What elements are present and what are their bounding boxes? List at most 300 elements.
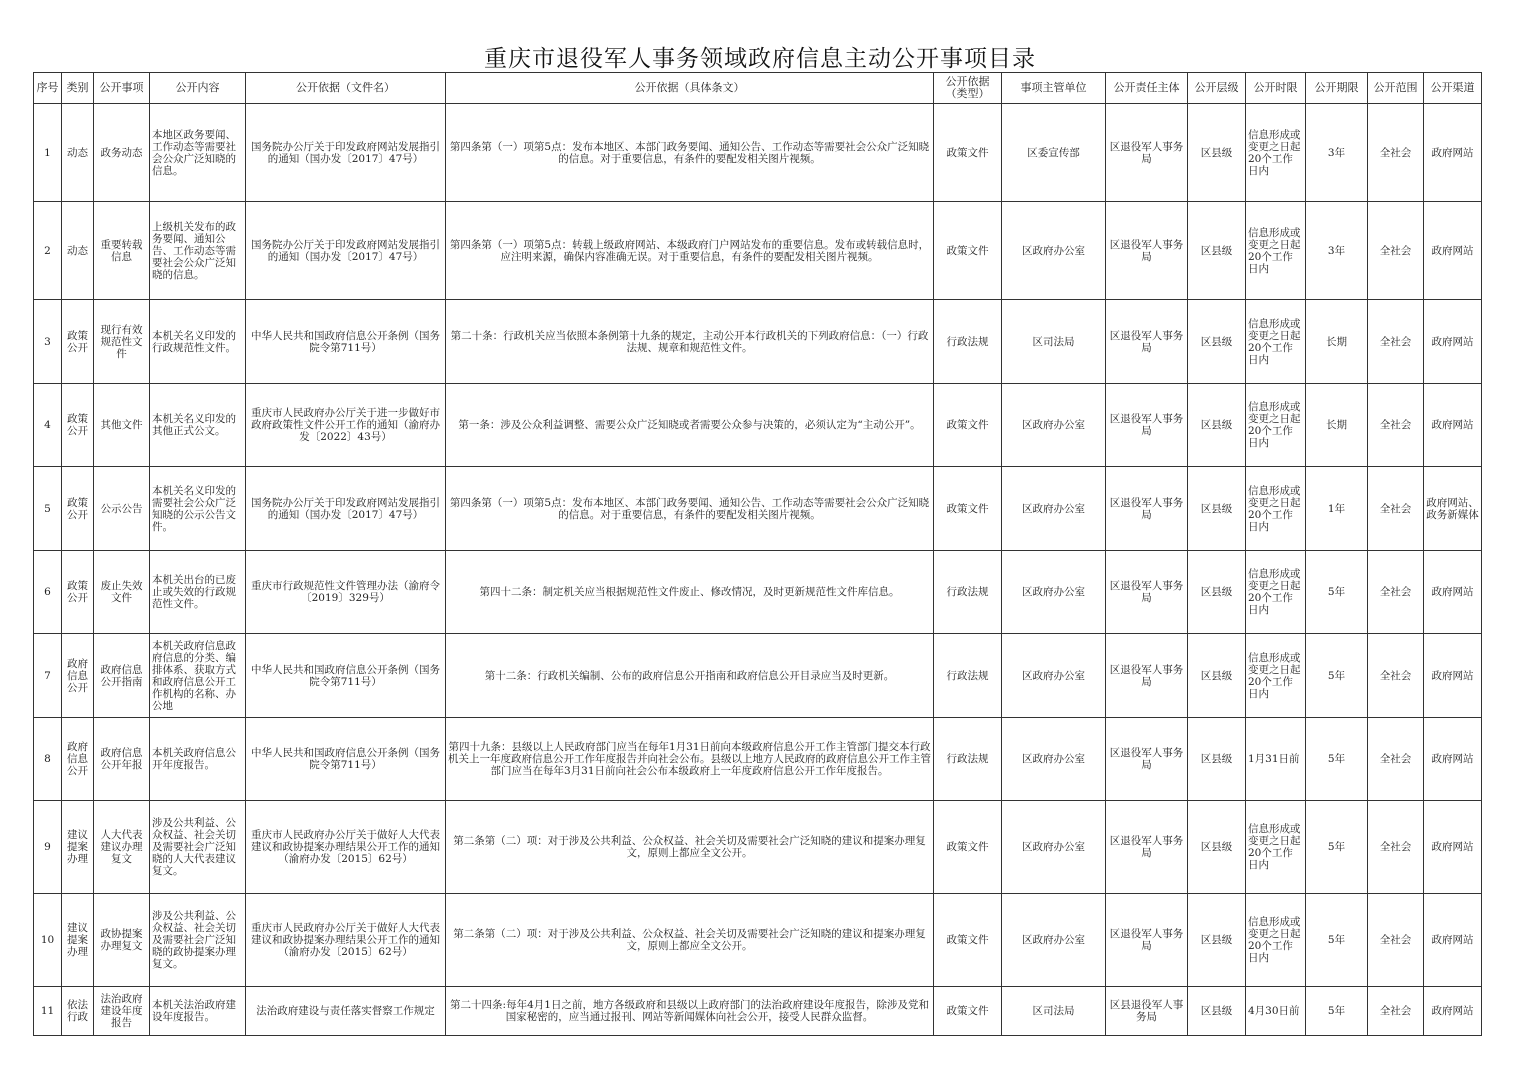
row-scope bbox=[1368, 104, 1424, 202]
row-item-text: 废止失效文件 bbox=[100, 580, 143, 604]
row-scope-text: 全社会 bbox=[1379, 669, 1412, 682]
table-row bbox=[34, 801, 1482, 894]
row-timelimit bbox=[1246, 634, 1306, 718]
row-responsible-text: 区退役军人事务局 bbox=[1109, 140, 1184, 165]
row-category bbox=[62, 718, 94, 801]
table-row bbox=[34, 551, 1482, 634]
disclosure-catalog-table bbox=[33, 72, 1482, 1036]
row-responsible-text: 区退役军人事务局 bbox=[1109, 663, 1184, 688]
row-basis-file-text: 中华人民共和国政府信息公开条例（国务院令第711号） bbox=[251, 747, 440, 771]
row-basis-type bbox=[934, 300, 1002, 384]
row-scope bbox=[1368, 801, 1424, 894]
header-authority: 事项主管单位 bbox=[1002, 73, 1106, 104]
row-content bbox=[150, 300, 246, 384]
row-scope bbox=[1368, 551, 1424, 634]
row-basis-file-text: 中华人民共和国政府信息公开条例（国务院令第711号） bbox=[251, 329, 440, 354]
row-scope bbox=[1368, 634, 1424, 718]
row-content bbox=[150, 801, 246, 894]
row-channel bbox=[1424, 467, 1482, 551]
row-basis-file bbox=[246, 718, 446, 801]
row-category-text: 依法行政 bbox=[67, 999, 88, 1023]
row-timelimit-text: 1月31日前 bbox=[1248, 753, 1300, 765]
row-basis-file bbox=[246, 801, 446, 894]
header-channel: 公开渠道 bbox=[1424, 73, 1482, 104]
row-timelimit bbox=[1246, 202, 1306, 300]
row-period bbox=[1306, 104, 1368, 202]
row-no bbox=[34, 104, 62, 202]
row-category bbox=[62, 467, 94, 551]
row-level-text: 区县级 bbox=[1200, 586, 1233, 598]
row-basis-text-text: 第四条第（一）项第5点：转载上级政府网站、本级政府门户网站发布的重要信息。发布或转载信息时，应注明来源，确保内容准确无误。对于重要信息，有条件的要配发相关图片视频。 bbox=[449, 238, 930, 263]
row-authority bbox=[1002, 300, 1106, 384]
row-responsible-text: 区退役军人事务局 bbox=[1109, 580, 1184, 604]
row-authority bbox=[1002, 894, 1106, 987]
table-row bbox=[34, 202, 1482, 300]
row-period bbox=[1306, 384, 1368, 467]
row-basis-text-text: 第四十二条：制定机关应当根据规范性文件废止、修改情况，及时更新规范性文件库信息。 bbox=[479, 586, 900, 598]
row-basis-file-text: 中华人民共和国政府信息公开条例（国务院令第711号） bbox=[251, 663, 440, 688]
row-item bbox=[94, 104, 150, 202]
row-category-text: 政府信息公开 bbox=[67, 741, 88, 777]
row-content bbox=[150, 551, 246, 634]
row-level bbox=[1188, 384, 1246, 467]
row-period-text: 5年 bbox=[1327, 841, 1346, 853]
row-category-text: 政府信息公开 bbox=[67, 657, 88, 694]
row-basis-file-text: 重庆市人民政府办公厅关于做好人大代表建议和政协提案办理结果公开工作的通知（渝府办发〔2015〕62号） bbox=[251, 829, 440, 865]
row-authority bbox=[1002, 801, 1106, 894]
row-level-text: 区县级 bbox=[1200, 146, 1233, 159]
row-responsible bbox=[1106, 300, 1188, 384]
row-authority bbox=[1002, 987, 1106, 1036]
row-basis-file bbox=[246, 104, 446, 202]
row-category bbox=[62, 300, 94, 384]
row-timelimit bbox=[1246, 300, 1306, 384]
row-content-text: 涉及公共利益、公众权益、社会关切及需要社会广泛知晓的人大代表建议复文。 bbox=[152, 817, 236, 877]
row-scope-text: 全社会 bbox=[1379, 146, 1412, 159]
row-category bbox=[62, 551, 94, 634]
row-content-text: 本地区政务要闻、工作动态等需要社会公众广泛知晓的信息。 bbox=[152, 128, 236, 177]
row-scope bbox=[1368, 894, 1424, 987]
row-channel-text: 政府网站 bbox=[1431, 841, 1474, 853]
row-authority bbox=[1002, 202, 1106, 300]
row-timelimit-text: 信息形成或变更之日起20个工作日内 bbox=[1248, 916, 1301, 964]
row-category bbox=[62, 801, 94, 894]
row-content bbox=[150, 718, 246, 801]
row-basis-type-text: 行政法规 bbox=[946, 586, 989, 598]
row-authority-text: 区政府办公室 bbox=[1022, 419, 1085, 431]
row-scope-text: 全社会 bbox=[1379, 934, 1412, 946]
row-channel bbox=[1424, 300, 1482, 384]
row-content-text: 本机关名义印发的其他正式公文。 bbox=[152, 413, 236, 437]
row-responsible-text: 区退役军人事务局 bbox=[1109, 747, 1184, 771]
row-category-text: 动态 bbox=[67, 146, 88, 159]
row-content-text: 本机关政府信息政府信息的分类、编排体系、获取方式和政府信息公开工作机构的名称、办公地 bbox=[152, 639, 236, 712]
row-authority-text: 区政府办公室 bbox=[1022, 753, 1085, 765]
row-channel bbox=[1424, 384, 1482, 467]
row-basis-text-text: 第二条第（二）项：对于涉及公共利益、公众权益、社会关切及需要社会广泛知晓的建议和提案办理复文，原则上都应全文公开。 bbox=[453, 835, 926, 859]
row-responsible bbox=[1106, 104, 1188, 202]
row-basis-type-text: 政策文件 bbox=[946, 146, 989, 159]
table-row bbox=[34, 634, 1482, 718]
row-basis-text bbox=[446, 718, 934, 801]
row-content bbox=[150, 384, 246, 467]
row-basis-text bbox=[446, 467, 934, 551]
header-content: 公开内容 bbox=[150, 73, 246, 104]
row-basis-type bbox=[934, 467, 1002, 551]
row-no-text: 5 bbox=[44, 502, 51, 515]
row-channel bbox=[1424, 551, 1482, 634]
row-no bbox=[34, 300, 62, 384]
row-timelimit-text: 信息形成或变更之日起20个工作日内 bbox=[1248, 226, 1301, 275]
row-item-text: 重要转载信息 bbox=[100, 238, 143, 263]
row-basis-file bbox=[246, 894, 446, 987]
row-basis-type-text: 行政法规 bbox=[946, 335, 989, 348]
row-timelimit-text: 信息形成或变更之日起20个工作日内 bbox=[1248, 128, 1301, 177]
row-level-text: 区县级 bbox=[1200, 934, 1233, 946]
row-no-text: 1 bbox=[44, 146, 51, 159]
row-basis-text-text: 第四条第（一）项第5点：发布本地区、本部门政务要闻、通知公告、工作动态等需要社会公众广泛知晓的信息。对于重要信息，有条件的要配发相关图片视频。 bbox=[449, 140, 930, 165]
row-basis-file-text: 重庆市行政规范性文件管理办法（渝府令〔2019〕329号） bbox=[251, 580, 440, 604]
row-category-text: 政策公开 bbox=[67, 413, 88, 437]
row-category bbox=[62, 202, 94, 300]
row-scope bbox=[1368, 384, 1424, 467]
row-period bbox=[1306, 467, 1368, 551]
header-item: 公开事项 bbox=[94, 73, 150, 104]
row-no-text: 3 bbox=[44, 335, 51, 348]
row-no bbox=[34, 384, 62, 467]
row-item-text: 人大代表建议办理复文 bbox=[100, 829, 143, 865]
row-period bbox=[1306, 801, 1368, 894]
row-period-text: 5年 bbox=[1327, 753, 1346, 765]
row-period bbox=[1306, 894, 1368, 987]
row-timelimit-text: 信息形成或变更之日起20个工作日内 bbox=[1248, 568, 1301, 616]
row-authority-text: 区政府办公室 bbox=[1022, 841, 1085, 853]
row-no-text: 4 bbox=[44, 419, 51, 431]
row-authority-text: 区政府办公室 bbox=[1022, 502, 1085, 515]
row-period-text: 长期 bbox=[1326, 335, 1347, 348]
row-channel bbox=[1424, 801, 1482, 894]
row-responsible bbox=[1106, 551, 1188, 634]
row-basis-type bbox=[934, 202, 1002, 300]
row-basis-type-text: 行政法规 bbox=[946, 669, 989, 682]
row-category bbox=[62, 104, 94, 202]
row-responsible bbox=[1106, 987, 1188, 1036]
row-scope bbox=[1368, 467, 1424, 551]
row-authority-text: 区政府办公室 bbox=[1022, 934, 1085, 946]
row-category-text: 政策公开 bbox=[67, 329, 88, 354]
row-basis-text-text: 第四条第（一）项第5点：发布本地区、本部门政务要闻、通知公告、工作动态等需要社会公众广泛知晓的信息。对于重要信息，有条件的要配发相关图片视频。 bbox=[449, 496, 930, 521]
row-authority-text: 区委宣传部 bbox=[1027, 146, 1080, 159]
row-no-text: 6 bbox=[44, 586, 51, 598]
row-basis-type-text: 政策文件 bbox=[946, 934, 989, 946]
row-period-text: 5年 bbox=[1327, 934, 1346, 946]
row-no-text: 11 bbox=[40, 1005, 55, 1017]
row-authority-text: 区政府办公室 bbox=[1022, 244, 1085, 257]
row-category-text: 政策公开 bbox=[67, 580, 88, 604]
row-responsible bbox=[1106, 801, 1188, 894]
row-timelimit-text: 信息形成或变更之日起20个工作日内 bbox=[1248, 401, 1301, 449]
row-channel bbox=[1424, 718, 1482, 801]
row-authority bbox=[1002, 467, 1106, 551]
header-basis-text: 公开依据（具体条文） bbox=[446, 73, 934, 104]
row-timelimit bbox=[1246, 987, 1306, 1036]
row-scope-text: 全社会 bbox=[1379, 335, 1412, 348]
row-basis-type bbox=[934, 384, 1002, 467]
row-content bbox=[150, 104, 246, 202]
row-basis-file bbox=[246, 634, 446, 718]
row-channel-text: 政府网站 bbox=[1431, 1005, 1474, 1017]
header-no: 序号 bbox=[34, 73, 62, 104]
row-basis-file-text: 法治政府建设与责任落实督察工作规定 bbox=[256, 1005, 435, 1017]
row-authority bbox=[1002, 551, 1106, 634]
row-responsible bbox=[1106, 634, 1188, 718]
row-level-text: 区县级 bbox=[1200, 841, 1233, 853]
table-row bbox=[34, 300, 1482, 384]
row-scope-text: 全社会 bbox=[1379, 419, 1412, 431]
row-authority bbox=[1002, 384, 1106, 467]
row-basis-file-text: 国务院办公厅关于印发政府网站发展指引的通知（国办发〔2017〕47号） bbox=[251, 496, 440, 521]
row-level-text: 区县级 bbox=[1200, 419, 1233, 431]
row-basis-text-text: 第四十九条：县级以上人民政府部门应当在每年1月31日前向本级政府信息公开工作主管部门提交本行政机关上一年度政府信息公开工作年度报告并向社会公布。县级以上地方人民政府的政府信息公开工作主管部门应当在每年3月31日前向社会公布本级政府上一年度政府信息公开工作年度报告。 bbox=[448, 741, 931, 777]
row-basis-type bbox=[934, 894, 1002, 987]
row-basis-file bbox=[246, 467, 446, 551]
row-period bbox=[1306, 634, 1368, 718]
row-content-text: 本机关名义印发的需要社会公众广泛知晓的公示公告文件。 bbox=[152, 484, 236, 533]
row-period bbox=[1306, 551, 1368, 634]
row-basis-file bbox=[246, 300, 446, 384]
row-item-text: 政务动态 bbox=[100, 146, 143, 159]
row-no-text: 10 bbox=[40, 934, 55, 946]
row-scope bbox=[1368, 300, 1424, 384]
row-responsible-text: 区退役军人事务局 bbox=[1109, 928, 1184, 952]
row-item bbox=[94, 634, 150, 718]
row-content bbox=[150, 894, 246, 987]
row-category bbox=[62, 987, 94, 1036]
row-no bbox=[34, 894, 62, 987]
row-no bbox=[34, 801, 62, 894]
row-category-text: 动态 bbox=[67, 244, 88, 257]
row-basis-text bbox=[446, 987, 934, 1036]
row-item bbox=[94, 384, 150, 467]
row-scope-text: 全社会 bbox=[1379, 1005, 1412, 1017]
row-authority-text: 区政府办公室 bbox=[1022, 669, 1085, 682]
row-basis-text-text: 第二条第（二）项：对于涉及公共利益、公众权益、社会关切及需要社会广泛知晓的建议和提案办理复文，原则上都应全文公开。 bbox=[453, 928, 926, 952]
row-content-text: 本机关出台的已废止或失效的行政规范性文件。 bbox=[152, 574, 236, 610]
row-basis-file bbox=[246, 384, 446, 467]
row-timelimit-text: 信息形成或变更之日起20个工作日内 bbox=[1248, 484, 1301, 533]
row-level-text: 区县级 bbox=[1200, 1005, 1233, 1017]
row-basis-type-text: 政策文件 bbox=[946, 502, 989, 515]
row-responsible-text: 区退役军人事务局 bbox=[1109, 238, 1184, 263]
row-basis-text-text: 第一条：涉及公众利益调整、需要公众广泛知晓或者需要公众参与决策的，必须认定为“主动公开”。 bbox=[458, 419, 921, 431]
row-scope bbox=[1368, 987, 1424, 1036]
header-basis-type: 公开依据（类型） bbox=[934, 73, 1002, 104]
row-scope-text: 全社会 bbox=[1379, 244, 1412, 257]
row-channel-text: 政府网站 bbox=[1431, 419, 1474, 431]
row-channel-text: 政府网站 bbox=[1431, 335, 1474, 348]
row-level bbox=[1188, 894, 1246, 987]
row-level bbox=[1188, 634, 1246, 718]
row-basis-type bbox=[934, 801, 1002, 894]
row-authority-text: 区司法局 bbox=[1032, 1005, 1075, 1017]
row-no-text: 8 bbox=[44, 753, 51, 765]
row-basis-type-text: 政策文件 bbox=[946, 244, 989, 257]
row-responsible bbox=[1106, 202, 1188, 300]
row-content-text: 本机关政府信息公开年度报告。 bbox=[152, 747, 236, 771]
row-responsible bbox=[1106, 467, 1188, 551]
row-level bbox=[1188, 718, 1246, 801]
row-period bbox=[1306, 300, 1368, 384]
row-item-text: 政府信息公开年报 bbox=[100, 747, 143, 771]
row-responsible-text: 区退役军人事务局 bbox=[1109, 496, 1184, 521]
row-channel bbox=[1424, 894, 1482, 987]
row-item bbox=[94, 894, 150, 987]
row-timelimit bbox=[1246, 104, 1306, 202]
row-channel bbox=[1424, 104, 1482, 202]
row-scope-text: 全社会 bbox=[1379, 586, 1412, 598]
row-level bbox=[1188, 801, 1246, 894]
row-period-text: 5年 bbox=[1327, 669, 1346, 682]
row-timelimit-text: 信息形成或变更之日起20个工作日内 bbox=[1248, 651, 1301, 700]
table-row bbox=[34, 987, 1482, 1036]
row-basis-type bbox=[934, 718, 1002, 801]
row-timelimit bbox=[1246, 801, 1306, 894]
row-no-text: 7 bbox=[44, 669, 51, 682]
header-basis-file: 公开依据（文件名） bbox=[246, 73, 446, 104]
row-period-text: 5年 bbox=[1327, 1005, 1346, 1017]
row-authority bbox=[1002, 104, 1106, 202]
row-scope-text: 全社会 bbox=[1379, 753, 1412, 765]
row-content-text: 本机关名义印发的行政规范性文件。 bbox=[152, 329, 236, 354]
row-no bbox=[34, 987, 62, 1036]
row-no bbox=[34, 467, 62, 551]
row-scope bbox=[1368, 202, 1424, 300]
row-content bbox=[150, 467, 246, 551]
row-item-text: 法治政府建设年度报告 bbox=[100, 993, 143, 1029]
row-scope-text: 全社会 bbox=[1379, 841, 1412, 853]
row-basis-file bbox=[246, 987, 446, 1036]
row-period bbox=[1306, 987, 1368, 1036]
row-item-text: 政府信息公开指南 bbox=[100, 663, 143, 688]
row-channel bbox=[1424, 634, 1482, 718]
row-content bbox=[150, 987, 246, 1036]
row-basis-type bbox=[934, 551, 1002, 634]
row-basis-type-text: 行政法规 bbox=[946, 753, 989, 765]
row-content-text: 上级机关发布的政务要闻、通知公告、工作动态等需要社会公众广泛知晓的信息。 bbox=[152, 220, 236, 281]
row-timelimit bbox=[1246, 718, 1306, 801]
header-period: 公开期限 bbox=[1306, 73, 1368, 104]
row-basis-type bbox=[934, 987, 1002, 1036]
row-basis-text bbox=[446, 104, 934, 202]
row-channel-text: 政府网站 bbox=[1431, 934, 1474, 946]
row-basis-file bbox=[246, 551, 446, 634]
row-level-text: 区县级 bbox=[1200, 335, 1233, 348]
row-no bbox=[34, 634, 62, 718]
row-authority bbox=[1002, 718, 1106, 801]
row-no bbox=[34, 551, 62, 634]
row-channel-text: 政府网站、政务新媒体 bbox=[1426, 496, 1479, 521]
row-timelimit bbox=[1246, 551, 1306, 634]
row-basis-file-text: 重庆市人民政府办公厅关于进一步做好市政府政策性文件公开工作的通知（渝府办发〔2022〕43号） bbox=[251, 407, 440, 443]
row-channel-text: 政府网站 bbox=[1431, 753, 1474, 765]
row-responsible-text: 区退役军人事务局 bbox=[1109, 413, 1184, 437]
row-item-text: 公示公告 bbox=[100, 502, 143, 515]
row-basis-type-text: 政策文件 bbox=[946, 841, 989, 853]
row-timelimit-text: 4月30日前 bbox=[1248, 1005, 1300, 1017]
row-level bbox=[1188, 987, 1246, 1036]
row-basis-text bbox=[446, 202, 934, 300]
header-timelimit: 公开时限 bbox=[1246, 73, 1306, 104]
row-item bbox=[94, 987, 150, 1036]
row-channel bbox=[1424, 202, 1482, 300]
row-scope-text: 全社会 bbox=[1379, 502, 1412, 515]
row-level bbox=[1188, 467, 1246, 551]
row-basis-type-text: 政策文件 bbox=[946, 419, 989, 431]
row-basis-text-text: 第二十四条:每年4月1日之前，地方各级政府和县级以上政府部门的法治政府建设年度报告，除涉及党和国家秘密的，应当通过报刊、网站等新闻媒体向社会公开，接受人民群众监督。 bbox=[450, 999, 929, 1023]
row-timelimit-text: 信息形成或变更之日起20个工作日内 bbox=[1248, 823, 1301, 871]
row-item bbox=[94, 551, 150, 634]
header-scope: 公开范围 bbox=[1368, 73, 1424, 104]
row-basis-text bbox=[446, 801, 934, 894]
row-no-text: 2 bbox=[44, 244, 51, 257]
row-channel-text: 政府网站 bbox=[1431, 669, 1474, 682]
row-basis-type bbox=[934, 104, 1002, 202]
table-row bbox=[34, 894, 1482, 987]
row-item bbox=[94, 202, 150, 300]
table-row bbox=[34, 467, 1482, 551]
row-timelimit bbox=[1246, 384, 1306, 467]
row-basis-type-text: 政策文件 bbox=[946, 1005, 989, 1017]
table-row bbox=[34, 384, 1482, 467]
row-item-text: 其他文件 bbox=[100, 419, 143, 431]
row-period-text: 1年 bbox=[1327, 502, 1346, 515]
row-category-text: 政策公开 bbox=[67, 496, 88, 521]
row-channel bbox=[1424, 987, 1482, 1036]
row-no bbox=[34, 718, 62, 801]
row-authority bbox=[1002, 634, 1106, 718]
row-basis-text-text: 第二十条：行政机关应当依照本条例第十九条的规定，主动公开本行政机关的下列政府信息：（一）行政法规、规章和规范性文件。 bbox=[450, 329, 929, 354]
row-item-text: 现行有效规范性文件 bbox=[100, 323, 143, 360]
row-timelimit bbox=[1246, 467, 1306, 551]
row-responsible bbox=[1106, 718, 1188, 801]
row-item bbox=[94, 718, 150, 801]
header-row bbox=[34, 73, 1482, 104]
row-item-text: 政协提案办理复文 bbox=[100, 928, 143, 952]
row-period bbox=[1306, 202, 1368, 300]
row-basis-text bbox=[446, 300, 934, 384]
row-channel-text: 政府网站 bbox=[1431, 146, 1474, 159]
row-period bbox=[1306, 718, 1368, 801]
row-level-text: 区县级 bbox=[1200, 244, 1233, 257]
row-category-text: 建议提案办理 bbox=[67, 829, 88, 865]
row-level bbox=[1188, 202, 1246, 300]
row-responsible bbox=[1106, 894, 1188, 987]
row-basis-text-text: 第十二条：行政机关编制、公布的政府信息公开指南和政府信息公开目录应当及时更新。 bbox=[484, 669, 895, 682]
row-period-text: 3年 bbox=[1327, 244, 1346, 257]
row-basis-type bbox=[934, 634, 1002, 718]
row-basis-file-text: 国务院办公厅关于印发政府网站发展指引的通知（国办发〔2017〕47号） bbox=[251, 238, 440, 263]
row-basis-file-text: 国务院办公厅关于印发政府网站发展指引的通知（国办发〔2017〕47号） bbox=[251, 140, 440, 165]
row-basis-text bbox=[446, 384, 934, 467]
row-level bbox=[1188, 300, 1246, 384]
row-level-text: 区县级 bbox=[1200, 669, 1233, 682]
row-level bbox=[1188, 104, 1246, 202]
row-scope bbox=[1368, 718, 1424, 801]
row-authority-text: 区司法局 bbox=[1032, 335, 1075, 348]
header-responsible: 公开责任主体 bbox=[1106, 73, 1188, 104]
page-title: 重庆市退役军人事务领域政府信息主动公开事项目录 bbox=[484, 46, 1036, 72]
row-responsible-text: 区退役军人事务局 bbox=[1109, 329, 1184, 354]
